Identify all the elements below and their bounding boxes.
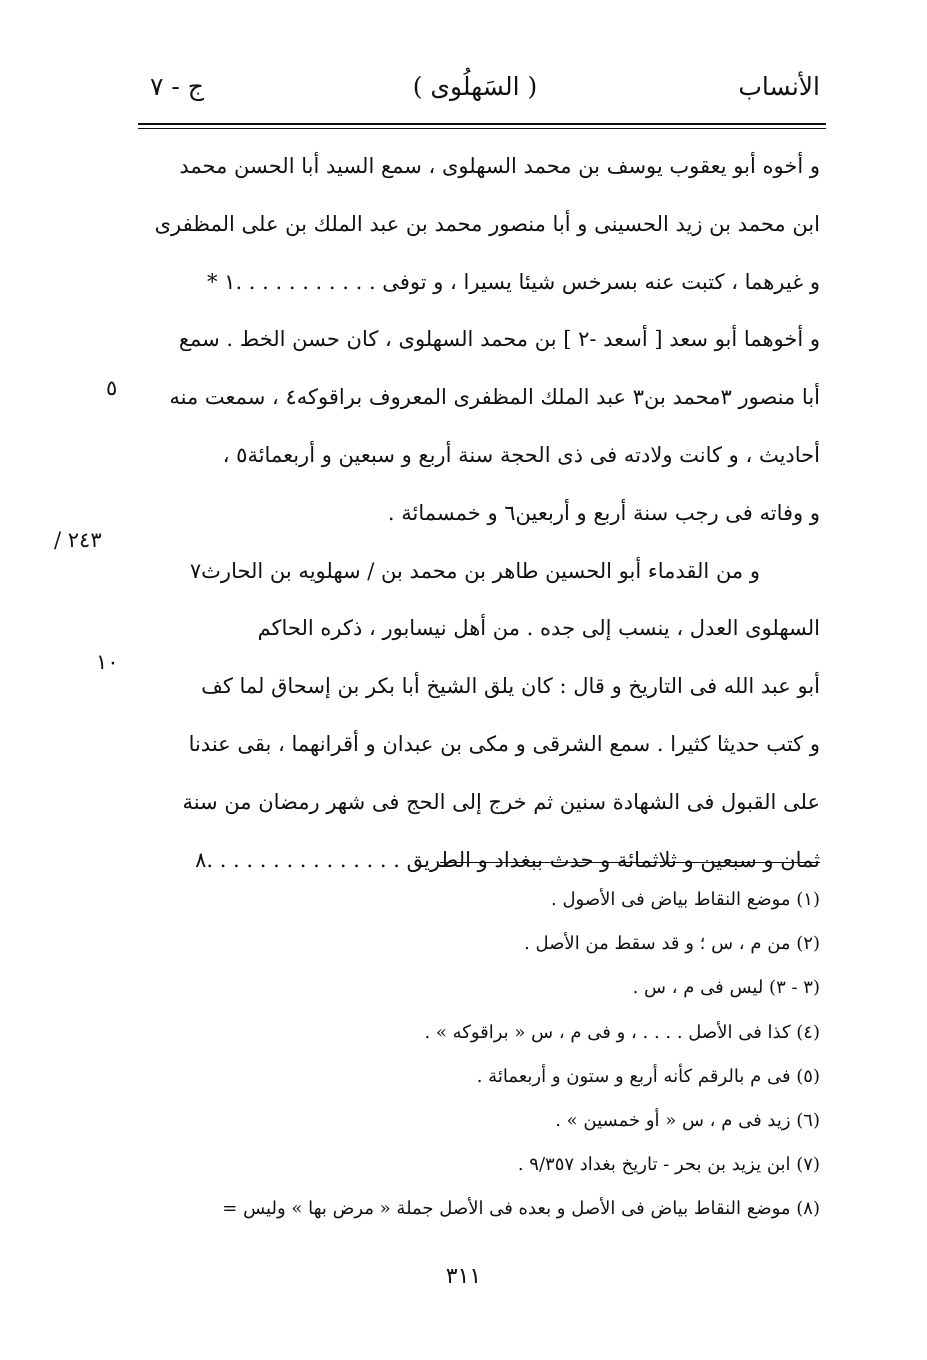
margin-folio-reference: ٢٤٣ /: [54, 528, 102, 552]
footnote: (٥) فى م بالرقم كأنه أربع و ستون و أربعمائة .: [476, 1065, 820, 1087]
footnote: (٨) موضع النقاط بياض فى الأصل و بعده فى الأصل جملة « مرض بها » وليس =: [222, 1198, 820, 1220]
text-line: و وفاته فى رجب سنة أربع و أربعين٦ و خمسمائة .: [387, 500, 820, 525]
header-book-title: الأنساب: [738, 72, 820, 101]
footnote: (٦) زيد فى م ، س « أو خمسين » .: [555, 1109, 820, 1131]
footnote: (٤) كذا فى الأصل . . . . ، و فى م ، س « براقوكه » .: [424, 1021, 820, 1043]
text-line: أبو عبد الله فى التاريخ و قال : كان يلق الشيخ أبا بكر بن إسحاق لما كف: [201, 674, 820, 699]
header-rule-thin: [138, 128, 826, 129]
text-line: و أخوهما أبو سعد [ أسعد -٢ ] بن محمد السهلوى ، كان حسن الخط . سمع: [178, 327, 820, 352]
text-line: السهلوى العدل ، ينسب إلى جده . من أهل نيسابور ، ذكره الحاكم: [257, 616, 820, 641]
footnote: (٢) من م ، س ؛ و قد سقط من الأصل .: [524, 933, 820, 955]
footnote-rule: [440, 862, 820, 863]
running-header: [130, 72, 820, 112]
footnote: (٣ - ٣) ليس فى م ، س .: [632, 977, 820, 999]
text-line: أحاديث ، و كانت ولادته فى ذى الحجة سنة أربع و سبعين و أربعمائة٥ ،: [222, 442, 820, 467]
header-entry-title: ( السَهلُوى ): [412, 72, 538, 101]
margin-line-number-5: ٥: [106, 376, 118, 400]
footnote: (٧) ابن يزيد بن بحر - تاريخ بغداد ٩/٣٥٧ .: [517, 1154, 820, 1176]
footnote: (١) موضع النقاط بياض فى الأصول .: [551, 889, 820, 910]
text-line: و غيرهما ، كتبت عنه بسرخس شيئا يسيرا ، و توفى . . . . . . . . . . .١ *: [206, 269, 820, 294]
text-line: على القبول فى الشهادة سنين ثم خرج إلى الحج فى شهر رمضان من سنة: [182, 789, 820, 814]
text-line: و من القدماء أبو الحسين طاهر بن محمد بن / سهلويه بن الحارث٧: [189, 558, 760, 583]
text-line: ابن محمد بن زيد الحسينى و أبا منصور محمد بن عبد الملك بن على المظفرى: [154, 211, 820, 236]
margin-line-number-10: ١٠: [96, 650, 119, 674]
header-rule-thick: [138, 123, 826, 125]
text-line: ثمان و سبعين و ثلاثمائة و حدث ببغداد و الطريق . . . . . . . . . . . . . . .٨: [195, 847, 820, 872]
main-text: [150, 138, 820, 889]
text-line: أبا منصور ٣محمد بن٣ عبد الملك المظفرى المعروف براقوكه٤ ، سمعت منه: [169, 385, 820, 410]
footnotes: [140, 878, 820, 1232]
page-number: ٣١١: [445, 1264, 482, 1289]
text-line: و أخوه أبو يعقوب يوسف بن محمد السهلوى ، سمع السيد أبا الحسن محمد: [179, 154, 820, 178]
header-volume: ج - ٧: [150, 72, 204, 101]
text-line: و كتب حديثا كثيرا . سمع الشرقى و مكى بن عبدان و أقرانهما ، بقى عندنا: [188, 731, 820, 756]
